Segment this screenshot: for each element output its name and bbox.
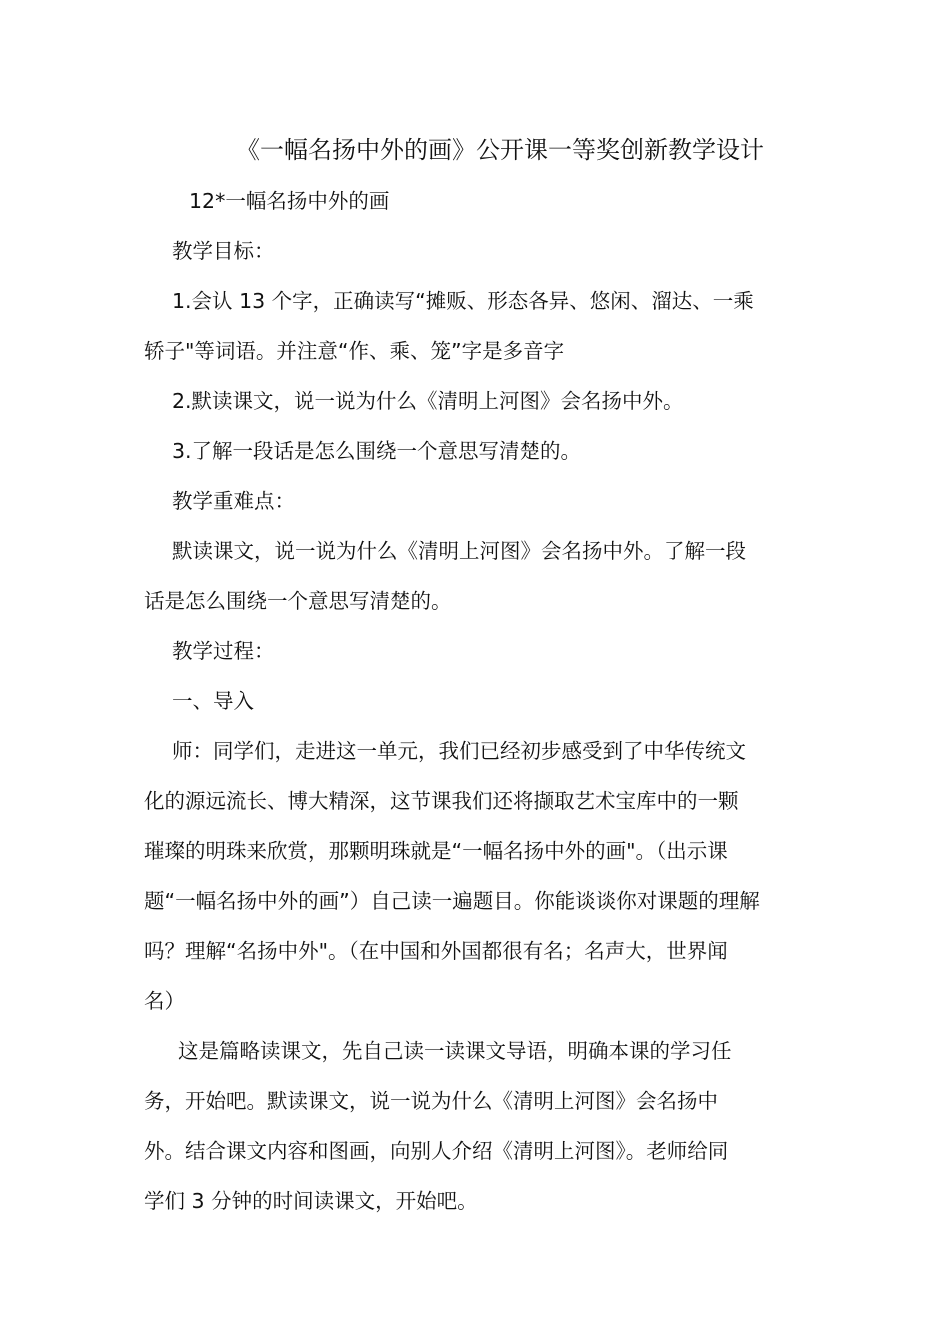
paragraph-line: 吗？理解“名扬中外"。（在中国和外国都很有名；名声大，世界闻 bbox=[144, 939, 728, 963]
document-body bbox=[144, 176, 806, 1226]
paragraph-line: 外。结合课文内容和图画，向别人介绍《清明上河图》。老师给同 bbox=[144, 1139, 729, 1163]
section-heading-key-points: 教学重难点： bbox=[172, 489, 295, 513]
section-heading-objectives: 教学目标： bbox=[172, 239, 275, 263]
paragraph-line: 2.默读课文，说一说为什么《清明上河图》会名扬中外。 bbox=[172, 389, 684, 413]
paragraph-line: 轿子"等词语。并注意“作、乘、笼”字是多音字 bbox=[144, 339, 565, 363]
paragraph-line: 话是怎么围绕一个意思写清楚的。 bbox=[144, 589, 452, 613]
paragraph-line: 务，开始吧。默读课文，说一说为什么《清明上河图》会名扬中 bbox=[144, 1089, 718, 1113]
paragraph-line: 题“一幅名扬中外的画”）自己读一遍题目。你能谈谈你对课题的理解 bbox=[144, 889, 760, 913]
paragraph-line: 师：同学们，走进这一单元，我们已经初步感受到了中华传统文 bbox=[172, 739, 746, 763]
paragraph-line: 3.了解一段话是怎么围绕一个意思写清楚的。 bbox=[172, 439, 582, 463]
section-heading-intro: 一、导入 bbox=[172, 689, 254, 713]
document-title: 《一幅名扬中外的画》公开课一等奖创新教学设计 bbox=[236, 136, 764, 164]
paragraph-line: 1.会认 13 个字，正确读写“摊贩、形态各异、悠闲、溜达、一乘 bbox=[172, 289, 754, 313]
section-heading-process: 教学过程： bbox=[172, 639, 275, 663]
paragraph-line: 默读课文，说一说为什么《清明上河图》会名扬中外。了解一段 bbox=[172, 539, 746, 563]
paragraph-line: 学们 3 分钟的时间读课文，开始吧。 bbox=[144, 1189, 478, 1213]
lesson-heading: 12*一幅名扬中外的画 bbox=[189, 189, 390, 213]
paragraph-line: 名） bbox=[144, 989, 185, 1013]
paragraph-line: 璀璨的明珠来欣赏，那颗明珠就是“一幅名扬中外的画"。（出示课 bbox=[144, 839, 728, 863]
paragraph-line: 这是篇略读课文，先自己读一读课文导语，明确本课的学习任 bbox=[178, 1039, 732, 1063]
paragraph-line: 化的源远流长、博大精深，这节课我们还将撷取艺术宝库中的一颗 bbox=[144, 789, 739, 813]
